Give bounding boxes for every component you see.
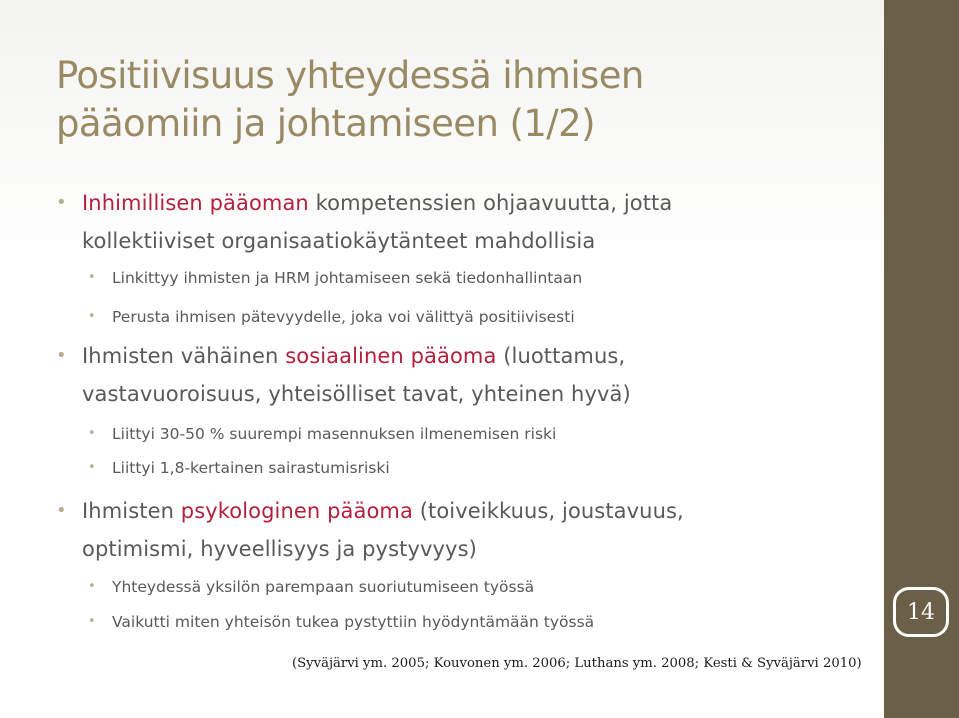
sub-bullet-text: Liittyi 30-50 % suurempi masennuksen ilmenemisen riski (112, 425, 557, 443)
sub-bullet-text: Vaikutti miten yhteisön tukea pystyttiin hyödyntämään työssä (112, 613, 595, 631)
page-number-badge (893, 587, 949, 637)
sub-bullet (88, 455, 390, 481)
slide-title (56, 52, 856, 148)
highlight-term: Inhimillisen pääoman (82, 191, 309, 215)
sub-bullet (88, 421, 557, 447)
sub-bullet (88, 574, 535, 600)
bullet-line-2: vastavuoroisuus, yhteisölliset tavat, yhteinen hyvä) (82, 382, 631, 406)
sub-bullet-text: Linkittyy ihmisten ja HRM johtamiseen sekä tiedonhallintaan (112, 269, 583, 287)
bullet-text: Ihmisten vähäinen (82, 344, 286, 368)
sub-bullet-text: Perusta ihmisen pätevyydelle, joka voi välittyä positiivisesti (112, 308, 575, 326)
bullet-line-1 (82, 184, 672, 222)
title-line-1: Positiivisuus yhteydessä ihmisen (56, 54, 644, 97)
bullet-text: kompetenssien ohjaavuutta, jotta (308, 191, 673, 215)
bullet-line-2: optimismi, hyveellisyys ja pystyvyys) (82, 537, 477, 561)
sub-bullet-dot-icon: • (88, 309, 96, 324)
bullet-line-1 (82, 492, 684, 530)
sub-bullet-dot-icon: • (88, 460, 96, 475)
highlight-term: psykologinen pääoma (180, 499, 413, 523)
bullet-dot-icon: • (56, 500, 67, 521)
sub-bullet (88, 609, 595, 635)
bullet-line-2: kollektiiviset organisaatiokäytänteet mahdollisia (82, 229, 596, 253)
highlight-term: sosiaalinen pääoma (285, 344, 497, 368)
bullet-social-capital (56, 337, 631, 413)
sub-bullet-dot-icon: • (88, 614, 96, 629)
bullet-psychological-capital (56, 492, 684, 568)
bullet-text: (toiveikkuus, joustavuus, (412, 499, 684, 523)
sub-bullet-dot-icon: • (88, 270, 96, 285)
title-line-2: pääomiin ja johtamiseen (1/2) (56, 102, 595, 146)
bullet-line-1 (82, 337, 631, 375)
sub-bullet-dot-icon: • (88, 579, 96, 594)
sub-bullet (88, 265, 583, 291)
sub-bullet (88, 304, 575, 330)
bullet-text: (luottamus, (496, 344, 626, 368)
bullet-human-capital (56, 184, 673, 260)
bullet-text: Ihmisten (82, 499, 181, 523)
sub-bullet-dot-icon: • (88, 426, 96, 441)
page-number: 14 (907, 599, 935, 625)
bullet-dot-icon: • (56, 192, 67, 213)
sub-bullet-text: Yhteydessä yksilön parempaan suoriutumiseen työssä (112, 578, 535, 596)
bullet-dot-icon: • (56, 345, 67, 366)
sub-bullet-text: Liittyi 1,8-kertainen sairastumisriski (112, 459, 390, 477)
citation-footer: (Syväjärvi ym. 2005; Kouvonen ym. 2006; Luthans ym. 2008; Kesti & Syväjärvi 2010) (292, 656, 862, 671)
